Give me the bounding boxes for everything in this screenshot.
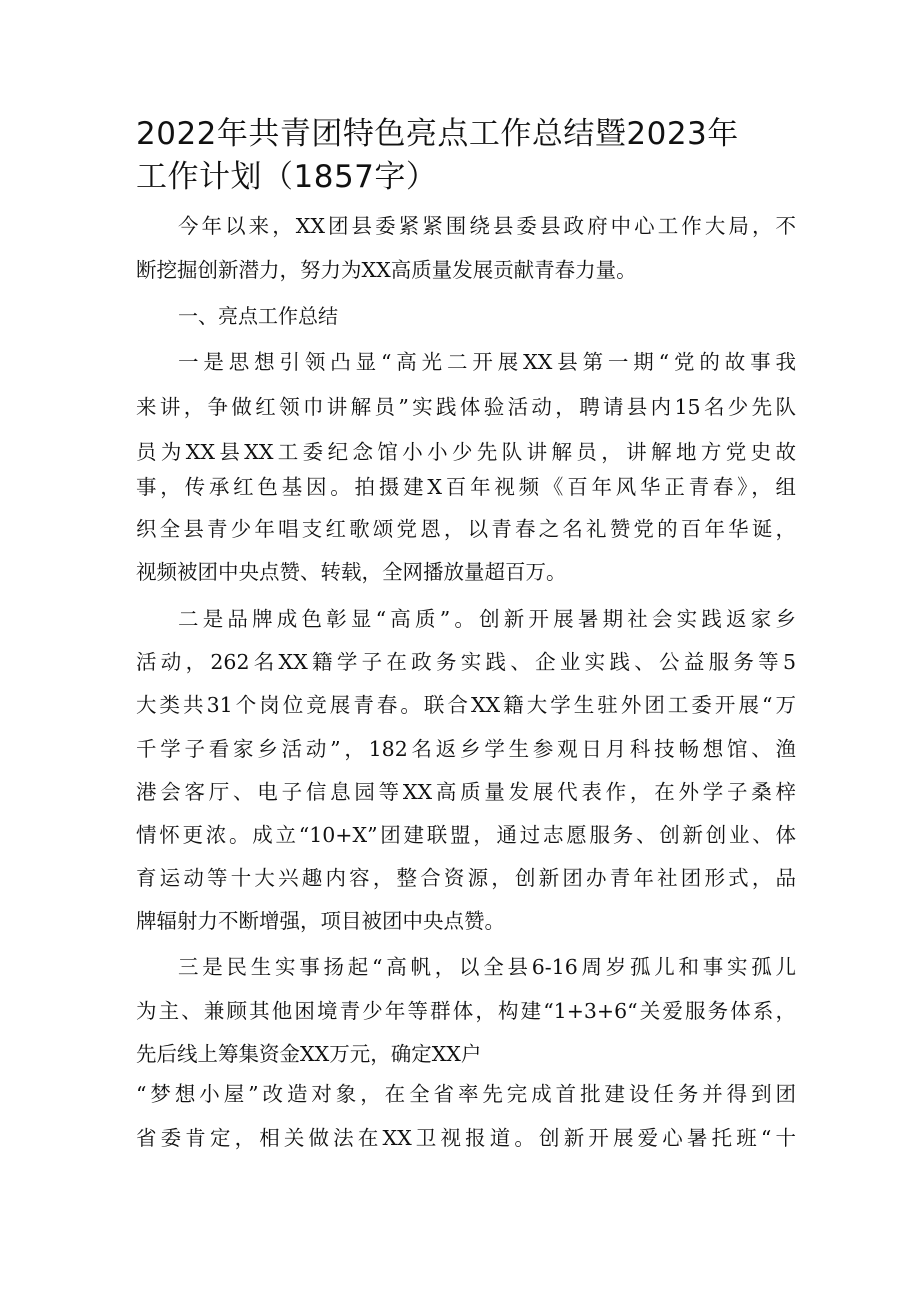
para2-line-2: 活动，262名XX籍学子在政务实践、企业实践、公益服务等5: [136, 650, 796, 674]
para2-line-8: 牌辐射力不断增强，项目被团中央点赞。: [136, 909, 505, 933]
para2-line-5: 港会客厅、电子信息园等XX高质量发展代表作，在外学子桑梓: [136, 780, 796, 804]
title-line-1: 2022年共青团特色亮点工作总结暨2023年: [136, 116, 739, 152]
para2-line-4: 千学子看家乡活动”，182名返乡学生参观日月科技畅想馆、渔: [136, 737, 796, 761]
para3-line-5: 省委肯定，相关做法在XX卫视报道。创新开展爱心暑托班“十: [136, 1126, 796, 1150]
para2-line-3: 大类共31个岗位竞展青春。联合XX籍大学生驻外团工委开展“万: [136, 693, 796, 717]
para1-line-3: 员为XX县XX工委纪念馆小小少先队讲解员，讲解地方党史故: [136, 440, 796, 464]
title-line-2: 工作计划（1857字）: [136, 159, 438, 195]
intro-line-1: 今年以来，XX团县委紧紧围绕县委县政府中心工作大局，不: [178, 214, 796, 238]
para1-line-4: 事，传承红色基因。拍摄建X百年视频《百年风华正青春》，组: [136, 475, 796, 499]
para3-line-1: 三是民生实事扬起“高帆，以全县6-16周岁孤儿和事实孤儿: [178, 955, 796, 979]
para1-line-5: 织全县青少年唱支红歌颂党恩，以青春之名礼赞党的百年华诞，: [136, 517, 796, 541]
para1-line-1: 一是思想引领凸显“高光二开展XX县第一期“党的故事我: [178, 350, 796, 374]
para2-line-7: 育运动等十大兴趣内容，整合资源，创新团办青年社团形式，品: [136, 866, 796, 890]
para1-line-2: 来讲，争做红领巾讲解员”实践体验活动，聘请县内15名少先队: [136, 395, 796, 419]
intro-line-2: 断挖掘创新潜力，努力为XX高质量发展贡献青春力量。: [136, 258, 637, 282]
para2-line-6: 情怀更浓。成立“10+X”团建联盟，通过志愿服务、创新创业、体: [136, 823, 796, 847]
document-title: [136, 113, 816, 199]
para1-line-6: 视频被团中央点赞、转载，全网播放量超百万。: [136, 560, 567, 584]
para3-line-3: 先后线上筹集资金XX万元，确定XX户: [136, 1042, 482, 1066]
para3-line-2: 为主、兼顾其他困境青少年等群体，构建“1+3+6“关爱服务体系，: [136, 999, 796, 1023]
para2-line-1: 二是品牌成色彰显“高质”。创新开展暑期社会实践返家乡: [178, 607, 796, 631]
section-heading: 一、亮点工作总结: [178, 304, 338, 328]
para3-line-4: “梦想小屋”改造对象，在全省率先完成首批建设任务并得到团: [136, 1082, 796, 1106]
